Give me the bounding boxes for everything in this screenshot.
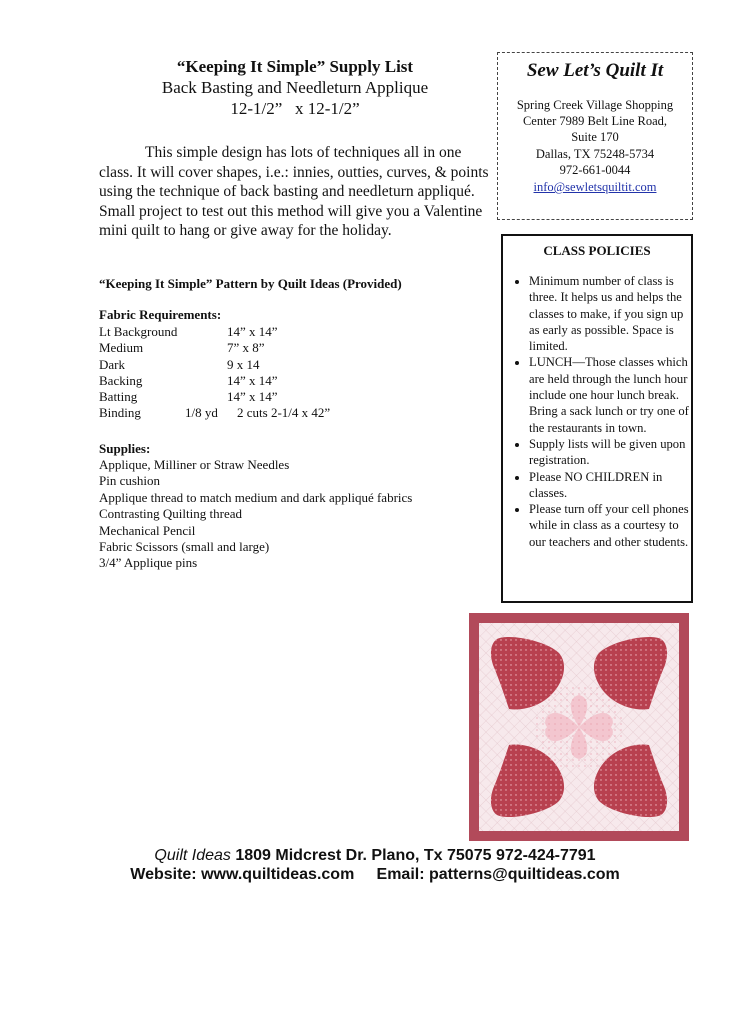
shop-phone: 972-661-0044 [559, 162, 631, 177]
list-item: • Supply lists will be given upon registration. [529, 436, 691, 469]
list-item: Applique, Milliner or Straw Needles [99, 457, 290, 472]
footer-website[interactable]: Website: www.quiltideas.com [130, 866, 355, 883]
pattern-credit: “Keeping It Simple” Pattern by Quilt Ideas (Provided) [99, 276, 402, 291]
footer-email[interactable]: Email: patterns@quiltideas.com [376, 866, 620, 883]
binding-yardage: 1/8 yd [185, 405, 218, 421]
list-item: 3/4” Applique pins [99, 555, 198, 571]
fabric-size: 14” x 14” [227, 324, 278, 339]
fabric-row [99, 357, 479, 373]
footer-address: 1809 Midcrest Dr. Plano, Tx 75075 972-424-7791 [235, 847, 596, 864]
center-flower [535, 683, 623, 771]
fabric-name: Medium [99, 340, 144, 356]
page-title: “Keeping It Simple” Supply List [176, 57, 414, 76]
supplies-heading: Supplies: [99, 441, 151, 456]
fabric-name: Batting [99, 389, 138, 405]
address-line: Spring Creek Village Shopping [516, 98, 674, 112]
address-line: Center 7989 Belt Line Road, [522, 114, 668, 129]
page-subtitle: Back Basting and Needleturn Applique [161, 78, 429, 97]
list-item: Fabric Scissors (small and large) [99, 539, 270, 555]
list-item: Pin cushion [99, 473, 161, 489]
fabric-requirements-table [99, 324, 479, 422]
footer-address-line [0, 847, 750, 865]
finished-size: 12-1/2” x 12-1/2” [230, 99, 360, 118]
fabric-name: Binding [99, 405, 141, 421]
fabric-size: 7” x 8” [227, 340, 265, 356]
list-item: • Please turn off your cell phones while in class as a courtesy to our teachers and other students. [529, 501, 691, 550]
intro-paragraph: This simple design has lots of techniques all in one class. It will cover shapes, i.e.: innies, outties, curves, & points using the technique of back basting and needleturn appliqué. Small project to test out this method will give you a Valentine mini quilt to hang or give away for the holiday. [99, 144, 489, 240]
shop-email-link[interactable]: info@sewletsquiltit.com [533, 180, 657, 195]
fabric-row [99, 324, 479, 340]
fabric-size: 14” x 14” [227, 389, 278, 405]
list-item: Contrasting Quilting thread [99, 506, 242, 522]
fabric-row [99, 340, 479, 356]
binding-row [99, 405, 479, 421]
class-policies-list [503, 273, 691, 550]
quilt-photo [469, 613, 689, 841]
title-block [120, 56, 470, 119]
binding-cuts: 2 cuts 2-1/4 x 42” [237, 405, 331, 421]
fabric-name: Backing [99, 372, 143, 388]
address-line: Suite 170 [571, 130, 619, 145]
supplies-list [99, 457, 412, 572]
shop-address [498, 97, 692, 178]
fabric-name: Lt Background [99, 324, 178, 339]
fabric-requirements-heading: Fabric Requirements: [99, 307, 222, 322]
shop-name: Sew Let’s Quilt It [526, 60, 664, 81]
fabric-size: 14” x 14” [227, 372, 278, 388]
footer-brand: Quilt Ideas [154, 847, 231, 864]
class-policies-heading: CLASS POLICIES [543, 243, 651, 258]
fabric-name: Dark [99, 356, 125, 372]
fabric-size: 9 x 14 [227, 356, 260, 372]
footer-contact-line [0, 866, 750, 884]
fabric-row [99, 373, 479, 389]
address-line: Dallas, TX 75248-5734 [535, 146, 655, 161]
fabric-row [99, 389, 479, 405]
list-item: Applique thread to match medium and dark appliqué fabrics [99, 489, 413, 505]
class-policies-box [501, 234, 693, 603]
list-item: • Minimum number of class is three. It helps us and helps the classes to make, if you sign up as early as possible. Space is limited. [529, 273, 691, 354]
list-item: Mechanical Pencil [99, 522, 196, 538]
list-item: • Please NO CHILDREN in classes. [529, 469, 691, 502]
shop-info-box [497, 52, 693, 220]
list-item: • LUNCH—Those classes which are held through the lunch hour include one hour lunch break. Bring a sack lunch or try one of the restaurants in town. [529, 354, 691, 435]
